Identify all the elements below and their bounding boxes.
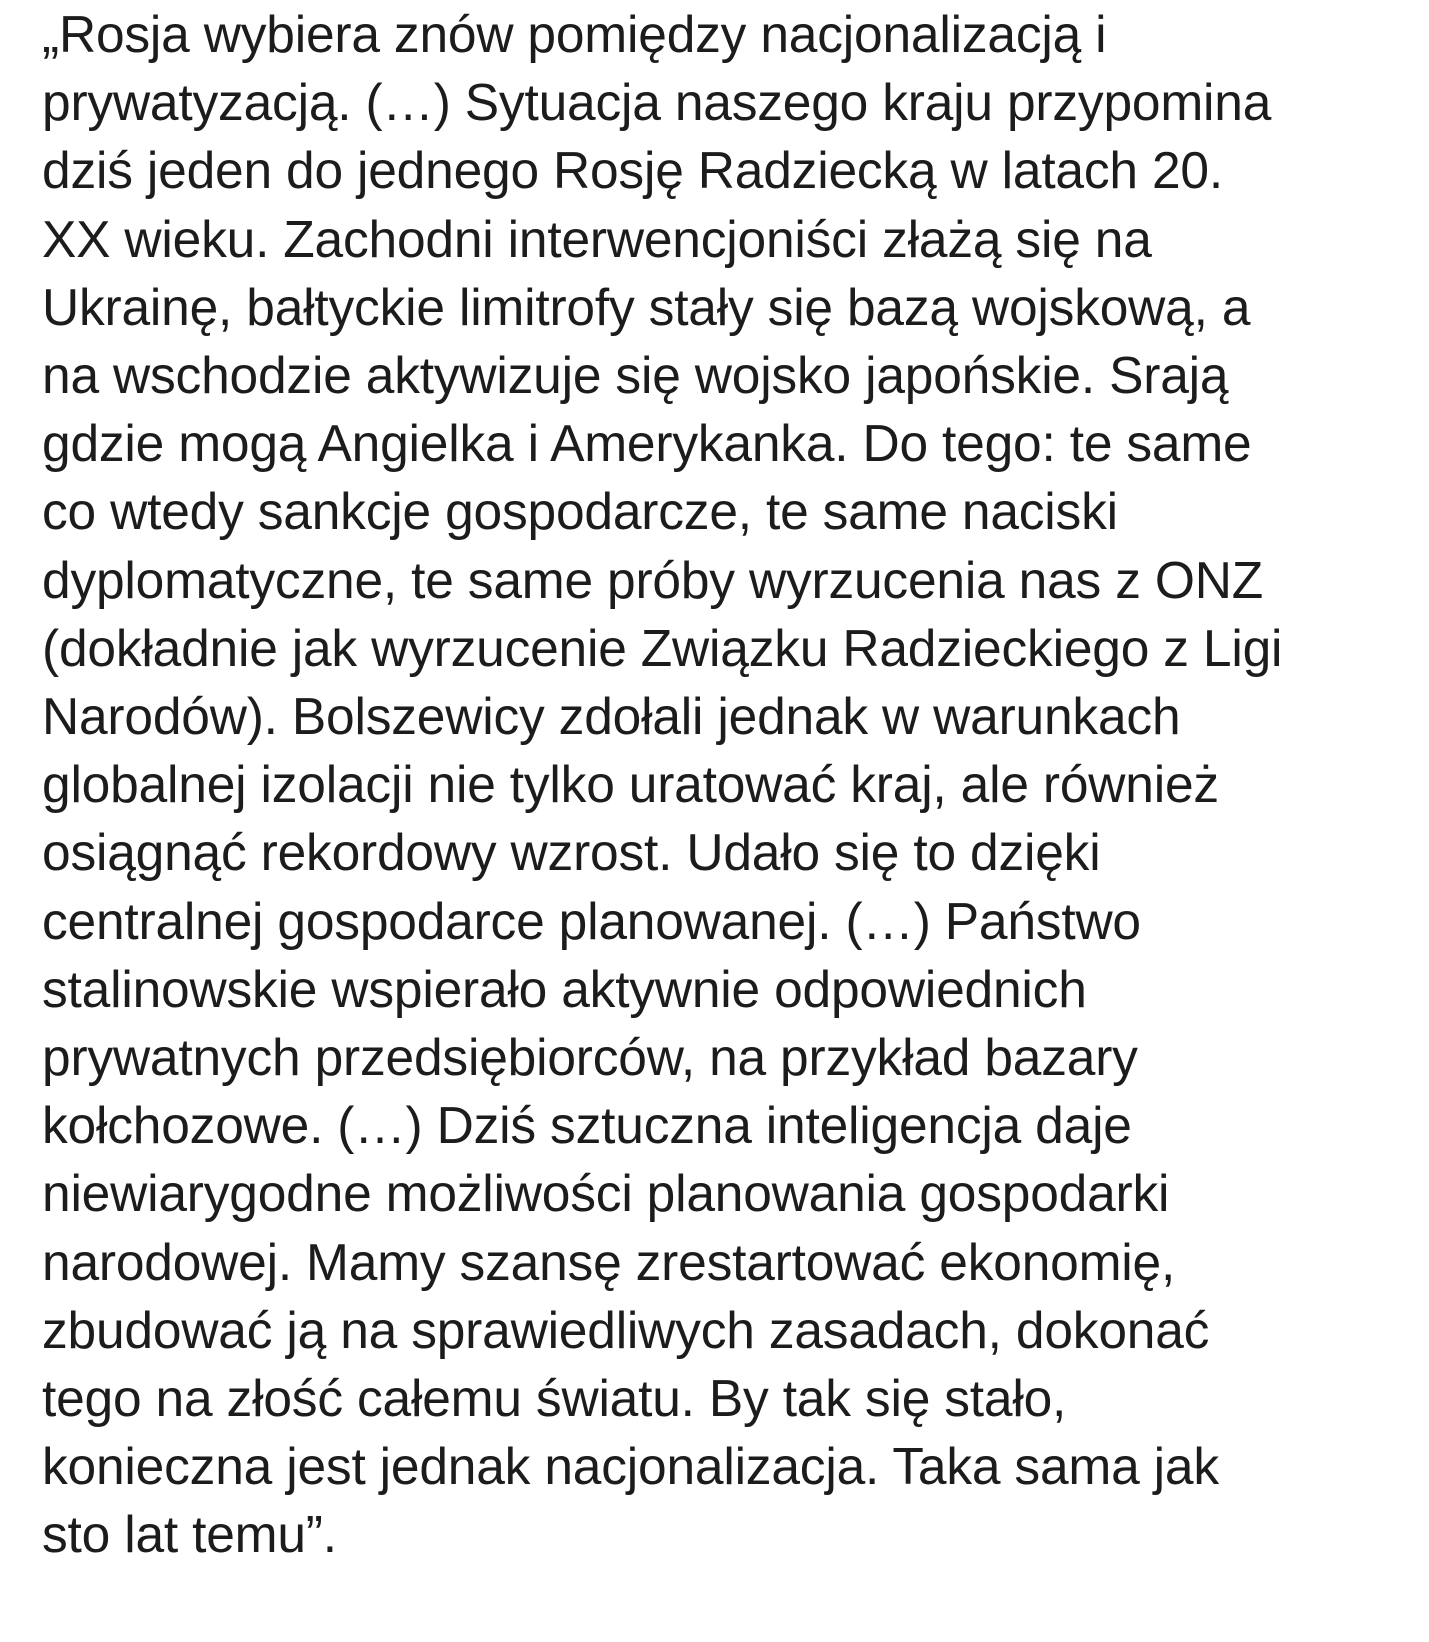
text-line: kołchozowe. (…) Dziś sztuczna inteligencja daje [42, 1096, 1132, 1155]
text-line: prywatyzacją. (…) Sytuacja naszego kraju przypomina [42, 73, 1272, 132]
text-line: narodowej. Mamy szansę zrestartować ekonomię, [42, 1232, 1176, 1291]
text-line: tego na złość całemu światu. By tak się stało, [42, 1369, 1067, 1428]
text-line: globalnej izolacji nie tylko uratować kraj, ale również [42, 755, 1219, 814]
text-line: zbudować ją na sprawiedliwych zasadach, dokonać [42, 1300, 1210, 1359]
text-line: (dokładnie jak wyrzucenie Związku Radzieckiego z Ligi [42, 618, 1283, 677]
text-line: co wtedy sankcje gospodarcze, te same naciski [42, 482, 1118, 541]
text-line: niewiarygodne możliwości planowania gospodarki [42, 1164, 1170, 1223]
text-line: XX wieku. Zachodni interwencjoniści złażą się na [42, 209, 1152, 268]
text-line: Narodów). Bolszewicy zdołali jednak w warunkach [42, 687, 1181, 746]
post-text [42, 0, 1412, 1569]
text-line: centralnej gospodarce planowanej. (…) Państwo [42, 891, 1141, 950]
text-line: „Rosja wybiera znów pomiędzy nacjonalizacją i [42, 5, 1107, 63]
text-line: stalinowskie wspierało aktywnie odpowiednich [42, 959, 1087, 1018]
text-line: osiągnąć rekordowy wzrost. Udało się to dzięki [42, 823, 1101, 882]
text-line: na wschodzie aktywizuje się wojsko japońskie. Srają [42, 346, 1229, 405]
text-line: dziś jeden do jednego Rosję Radziecką w latach 20. [42, 141, 1223, 200]
text-line: gdzie mogą Angielka i Amerykanka. Do tego: te same [42, 414, 1252, 473]
text-line: konieczna jest jednak nacjonalizacja. Taka sama jak [42, 1437, 1219, 1496]
text-line: dyplomatyczne, te same próby wyrzucenia nas z ONZ [42, 550, 1263, 609]
text-line: sto lat temu”. [42, 1505, 337, 1564]
text-line: prywatnych przedsiębiorców, na przykład bazary [42, 1028, 1138, 1087]
text-line: Ukrainę, bałtyckie limitrofy stały się bazą wojskową, a [42, 277, 1251, 336]
